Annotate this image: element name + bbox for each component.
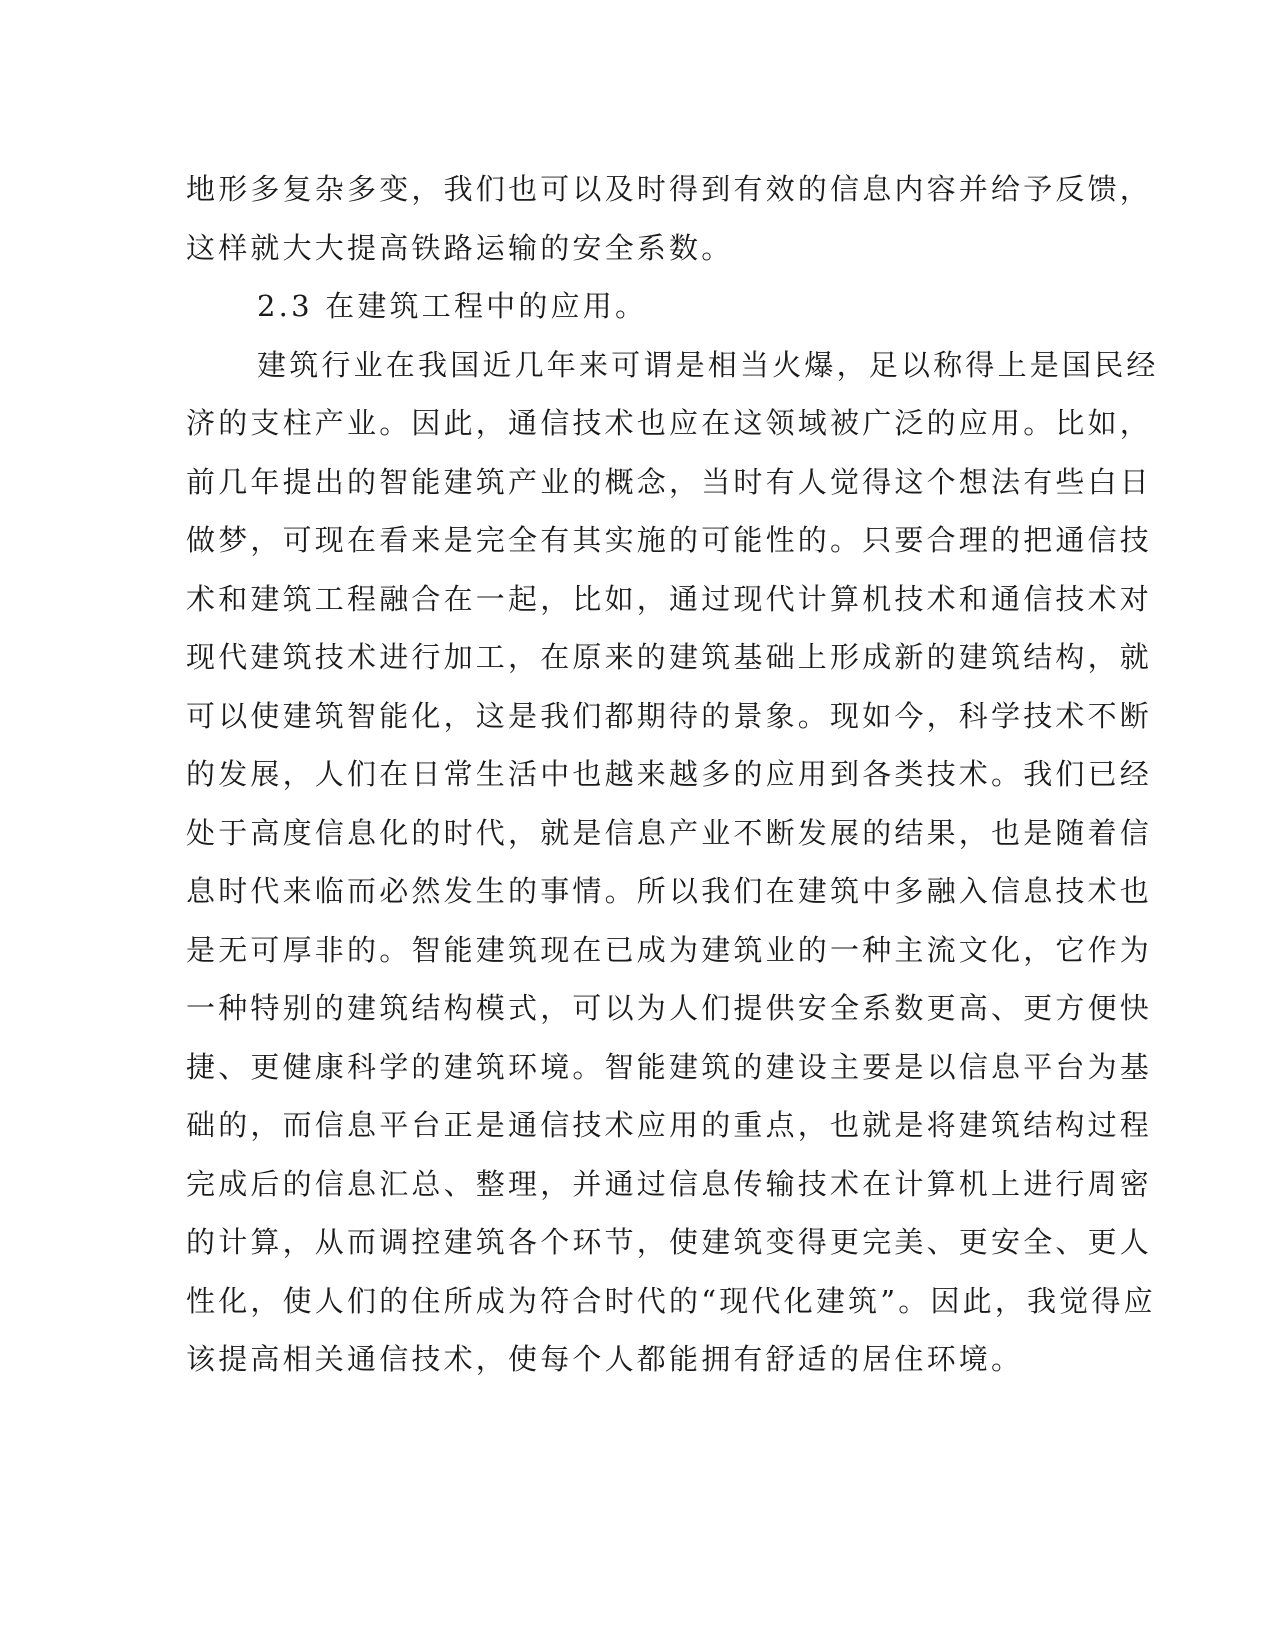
text-line: 济的支柱产业。因此，通信技术也应在这领域被广泛的应用。比如， — [186, 406, 1153, 440]
text-line: 的发展，人们在日常生活中也越来越多的应用到各类技术。我们已经 — [186, 757, 1153, 791]
text-line: 前几年提出的智能建筑产业的概念，当时有人觉得这个想法有些白日 — [186, 464, 1153, 499]
text-line: 现代建筑技术进行加工，在原来的建筑基础上形成新的建筑结构，就 — [186, 640, 1153, 674]
text-line: 完成后的信息汇总、整理，并通过信息传输技术在计算机上进行周密 — [186, 1166, 1153, 1201]
body-text — [186, 160, 1159, 1389]
text-line: 的计算，从而调控建筑各个环节，使建筑变得更完美、更安全、更人 — [186, 1225, 1153, 1259]
text-line: 是无可厚非的。智能建筑现在已成为建筑业的一种主流文化，它作为 — [186, 932, 1153, 967]
text-line: 捷、更健康科学的建筑环境。智能建筑的建设主要是以信息平台为基 — [186, 1049, 1153, 1084]
section-heading: 2.3 在建筑工程中的应用。 — [257, 289, 648, 323]
text-line: 该提高相关通信技术，使每个人都能拥有舒适的居住环境。 — [186, 1342, 1024, 1376]
paragraph-first-line: 建筑行业在我国近几年来可谓是相当火爆，足以称得上是国民经 — [257, 347, 1159, 382]
text-line: 一种特别的建筑结构模式，可以为人们提供安全系数更高、更方便快 — [186, 991, 1153, 1025]
text-line: 这样就大大提高铁路运输的安全系数。 — [186, 230, 734, 265]
text-line: 处于高度信息化的时代，就是信息产业不断发展的结果，也是随着信 — [186, 815, 1153, 850]
text-line: 做梦，可现在看来是完全有其实施的可能性的。只要合理的把通信技 — [186, 523, 1153, 557]
text-line: 术和建筑工程融合在一起，比如，通过现代计算机技术和通信技术对 — [186, 581, 1153, 616]
text-line: 地形多复杂多变，我们也可以及时得到有效的信息内容并给予反馈， — [186, 172, 1153, 206]
text-line: 性化，使人们的住所成为符合时代的“现代化建筑”。因此，我觉得应 — [186, 1283, 1156, 1318]
text-line: 可以使建筑智能化，这是我们都期待的景象。现如今，科学技术不断 — [186, 698, 1153, 733]
text-line: 础的，而信息平台正是通信技术应用的重点，也就是将建筑结构过程 — [186, 1108, 1153, 1142]
text-line: 息时代来临而必然发生的事情。所以我们在建筑中多融入信息技术也 — [186, 874, 1153, 908]
